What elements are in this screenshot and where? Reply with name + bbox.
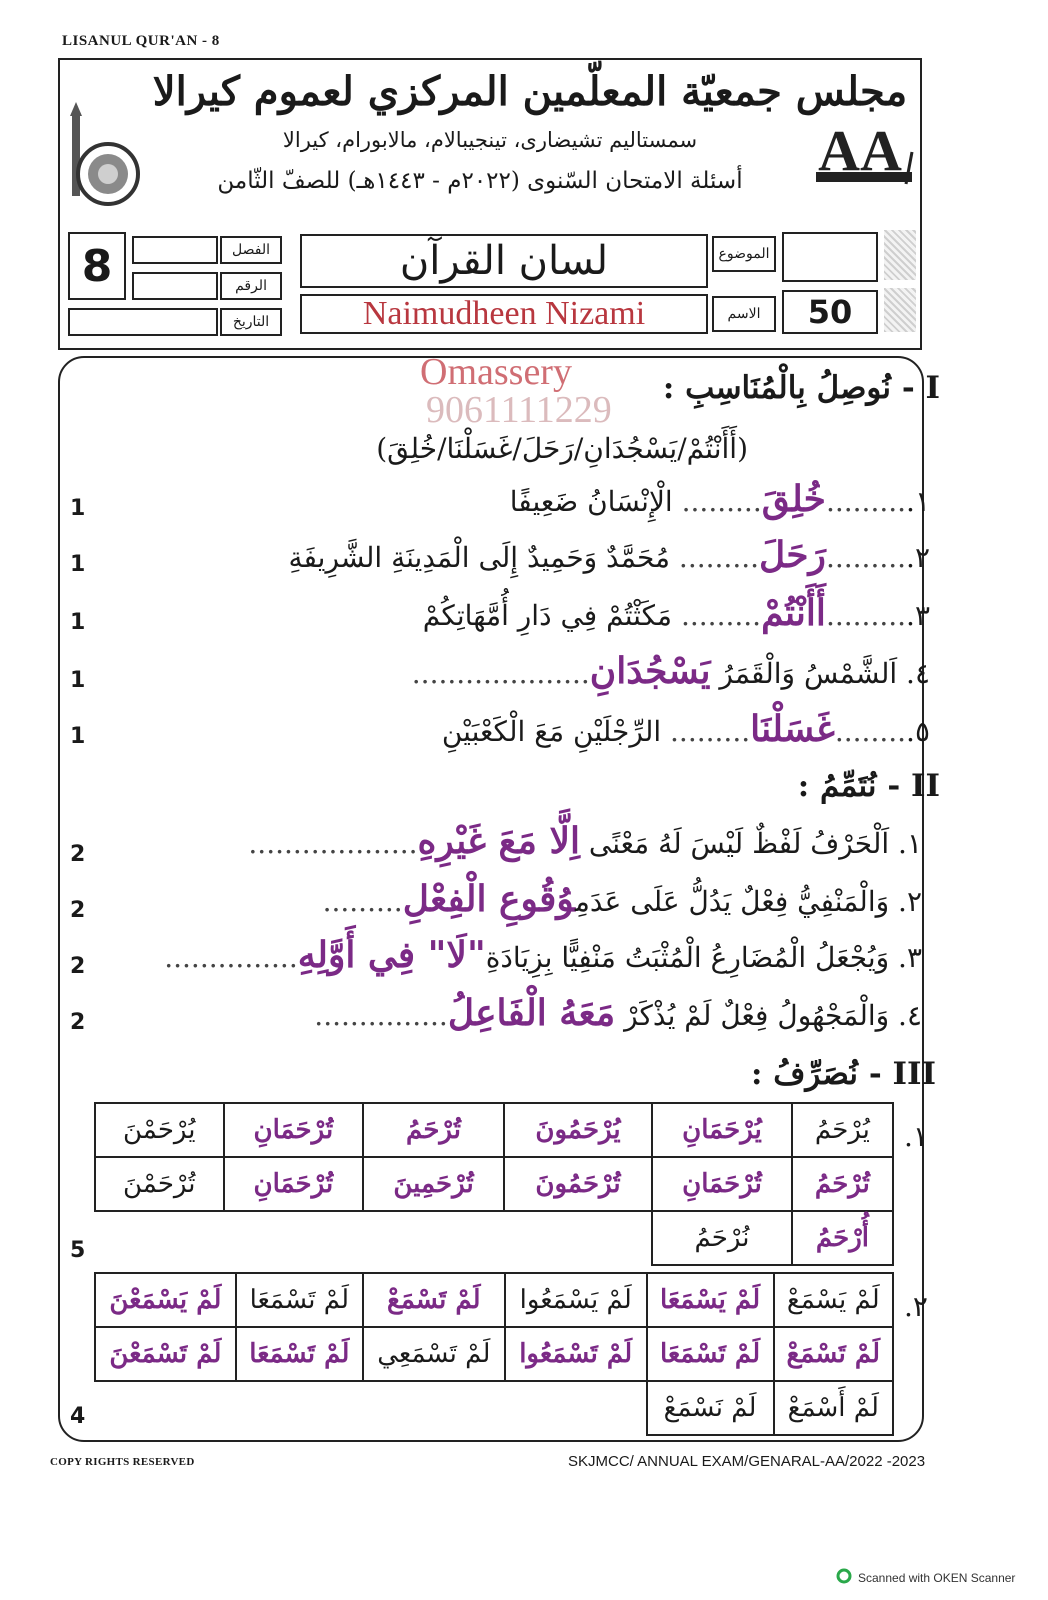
s2-mark-4: 2 (70, 1010, 86, 1035)
mosque-seal-icon (68, 96, 148, 216)
s2-answer-3: "لَا" فِي أَوَّلِهِ (297, 934, 486, 976)
s1-question-5: ٥.........غَسَلْنَا......... الرِّجْلَيْنِ مَعَ الْكَعْبَيْنِ (441, 708, 930, 750)
division-label: الفصل (220, 236, 282, 264)
table-cell: لَمْ تَسْمَعْ (774, 1327, 893, 1381)
table-row (95, 1211, 893, 1265)
table-cell: تُرْحَمْنَ (95, 1157, 224, 1211)
s1-question-2: ٢..........رَحَلَ......... مُحَمَّدٌ وَحَمِيدٌ إِلَى الْمَدِينَةِ الشَّرِيفَةِ (288, 534, 930, 576)
table-cell: تُرْحَمَانِ (224, 1103, 364, 1157)
s1-answer-2: رَحَلَ (759, 534, 826, 576)
table-row (95, 1273, 893, 1327)
s1-mark-4: 1 (70, 668, 86, 693)
number-label: الرقم (220, 272, 282, 300)
grade-box: 8 (68, 232, 126, 300)
marks-obtained-field[interactable] (782, 232, 878, 282)
s1-answer-5: غَسَلْنَا (750, 708, 835, 750)
table-row (95, 1157, 893, 1211)
s2-question-1: ١. اَلْحَرْفُ لَفْظٌ لَيْسَ لَهُ مَعْنًى اِلَّا مَعَ غَيْرِهِ................... (248, 820, 922, 862)
conjugation-table-2 (94, 1272, 894, 1436)
paper-code-label: LISANUL QUR'AN - 8 (62, 33, 220, 49)
table-cell: لَمْ تَسْمَعْنَ (95, 1327, 236, 1381)
table-cell: تُرْحَمُ (363, 1103, 504, 1157)
scanner-badge (836, 1568, 1015, 1587)
table-cell: تُرْحَمُ (792, 1157, 893, 1211)
table-cell: تُرْحَمَانِ (652, 1157, 792, 1211)
s2-answer-1: اِلَّا مَعَ غَيْرِهِ (417, 820, 580, 862)
table-cell: يُرْحَمُونَ (504, 1103, 652, 1157)
table-row (95, 1103, 893, 1157)
table-cell: يُرْحَمْنَ (95, 1103, 224, 1157)
table-cell: لَمْ أَسْمَعْ (774, 1381, 893, 1435)
s1-question-3: ٣..........أَأَنْتُمْ......... مَكَثْتُمْ فِي دَارِ أُمَّهَاتِكُمْ (422, 592, 930, 634)
s3-table1-number: ١. (904, 1120, 928, 1153)
s2-question-4: ٤. وَالْمَجْهُولُ فِعْلٌ لَمْ يُذْكَرْ مَعَهُ الْفَاعِلُ............... (314, 992, 922, 1034)
s2-question-2: ٢. وَالْمَنْفِيُّ فِعْلٌ يَدُلُّ عَلَى عَدَمِوُقُوعِ الْفِعْلِ......... (322, 878, 922, 920)
table-cell: لَمْ تَسْمَعَا (236, 1327, 363, 1381)
s1-answer-3: أَأَنْتُمْ (761, 592, 826, 634)
s3-mark-1: 5 (70, 1238, 86, 1263)
division-field[interactable] (132, 236, 218, 264)
table-cell: يُرْحَمَانِ (652, 1103, 792, 1157)
s2-mark-1: 2 (70, 842, 86, 867)
s2-question-3: ٣. وَيُجْعَلُ الْمُضَارِعُ الْمُثْبَتُ مَنْفِيًّا بِزِيَادَةِ"لَا" فِي أَوَّلِهِ............... (164, 934, 922, 976)
number-field[interactable] (132, 272, 218, 300)
section1-title: I - نُوصِلُ بِالْمُنَاسِبِ : (662, 370, 940, 406)
table-row (95, 1327, 893, 1381)
table-cell: يُرْحَمُ (792, 1103, 893, 1157)
s2-mark-3: 2 (70, 954, 86, 979)
table-cell: لَمْ تَسْمَعْ (363, 1273, 505, 1327)
s1-answer-4: يَسْجُدَانِ (589, 650, 711, 692)
organization-title: مجلس جمعيّة المعلّمين المركزي لعموم كيرالا (152, 68, 908, 115)
conjugation-table-1 (94, 1102, 894, 1266)
watermark-place: Omassery (420, 351, 572, 393)
table-cell: تُرْحَمُونَ (504, 1157, 652, 1211)
s2-answer-2: وُقُوعِ الْفِعْلِ (402, 878, 575, 920)
date-field[interactable] (68, 308, 218, 336)
s3-mark-2: 4 (70, 1404, 86, 1429)
oken-scanner-icon (836, 1568, 852, 1587)
subject-field: لسان القرآن (300, 234, 708, 288)
table-cell: لَمْ يَسْمَعْنَ (95, 1273, 236, 1327)
table-cell: لَمْ يَسْمَعْ (774, 1273, 893, 1327)
s3-table2-number: ٢. (904, 1290, 928, 1323)
subject-label: الموضوع (712, 236, 776, 272)
table-cell: نُرْحَمُ (652, 1211, 792, 1265)
table-row (95, 1381, 893, 1435)
table-cell: لَمْ تَسْمَعِي (363, 1327, 505, 1381)
table-cell: تُرْحَمَانِ (224, 1157, 364, 1211)
total-marks-box: 50 (782, 290, 878, 334)
s1-answer-1: خُلِقَ (761, 478, 826, 520)
section1-options: (أَأَنْتُمْ/يَسْجُدَانِ/رَحَلَ/غَسَلْنَا/خُلِقَ) (376, 432, 748, 465)
student-name-field[interactable]: Naimudheen Nizami (300, 294, 708, 334)
s1-mark-2: 1 (70, 552, 86, 577)
scanner-text: Scanned with OKEN Scanner (858, 1570, 1016, 1585)
s2-answer-4: مَعَهُ الْفَاعِلُ (447, 992, 616, 1034)
table-cell: أُرْحَمُ (792, 1211, 893, 1265)
section2-title: II - نُتَمِّمُ : (797, 768, 940, 804)
s1-mark-1: 1 (70, 496, 86, 521)
table-cell: لَمْ يَسْمَعُوا (505, 1273, 647, 1327)
organization-address: سمستاليم تشيضارى، تينجيبالام، مالابورام، كيرالا (282, 128, 698, 152)
table-cell: لَمْ تَسْمَعُوا (505, 1327, 647, 1381)
stamp-mark-bottom (884, 288, 916, 332)
table-cell: لَمْ يَسْمَعَا (647, 1273, 774, 1327)
association-logo-icon (812, 112, 920, 202)
s1-mark-5: 1 (70, 724, 86, 749)
table-cell: لَمْ نَسْمَعْ (647, 1381, 774, 1435)
exam-title: أسئلة الامتحان السّنوى (٢٠٢٢م - ١٤٤٣هـ) للصفّ الثّامن (217, 168, 743, 194)
table-cell: لَمْ تَسْمَعَا (647, 1327, 774, 1381)
name-label: الاسم (712, 296, 776, 332)
date-label: التاريخ (220, 308, 282, 336)
table-cell: لَمْ تَسْمَعَا (236, 1273, 363, 1327)
s1-mark-3: 1 (70, 610, 86, 635)
stamp-mark-top (884, 230, 916, 280)
table-cell: تُرْحَمِينَ (363, 1157, 504, 1211)
section3-title: III - نُصَرِّفُ : (751, 1056, 936, 1092)
copyright-notice: COPY RIGHTS RESERVED (50, 1456, 195, 1468)
s1-question-1: ١..........خُلِقَ......... الْإِنْسَانُ ضَعِيفًا (509, 478, 930, 520)
watermark-phone: 9061111229 (426, 389, 612, 431)
logo-text: AA (818, 118, 902, 183)
s2-mark-2: 2 (70, 898, 86, 923)
s1-question-4: ٤. اَلشَّمْسُ وَالْقَمَرُ يَسْجُدَانِ.................... (411, 650, 930, 692)
exam-code: SKJMCC/ ANNUAL EXAM/GENARAL-AA/2022 -2023 (568, 1453, 926, 1470)
